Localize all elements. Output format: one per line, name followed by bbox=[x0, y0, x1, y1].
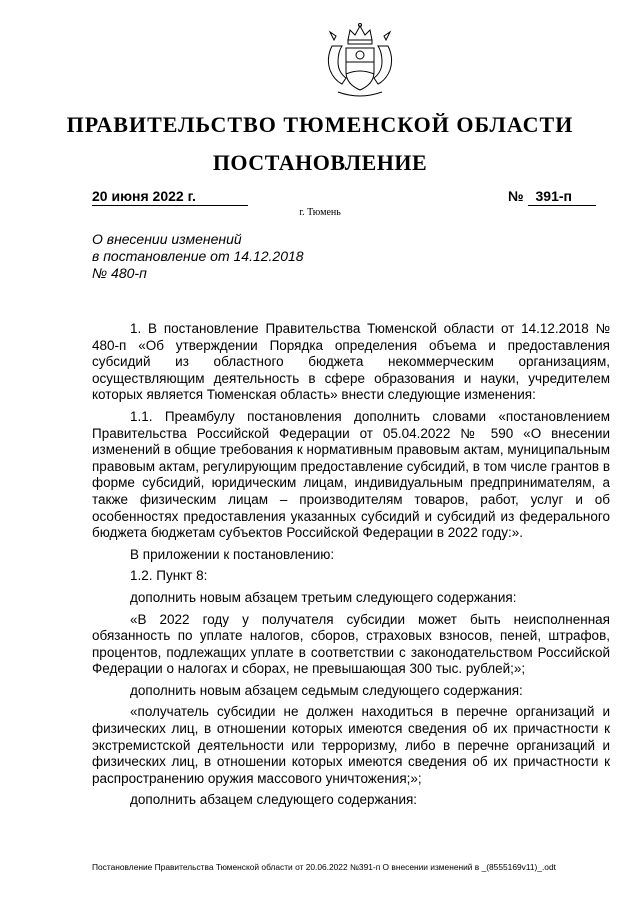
tyumen-coat-of-arms-icon bbox=[312, 22, 408, 102]
subject-line: № 480-п bbox=[92, 265, 147, 281]
page-footer: Постановление Правительства Тюменской области от 20.06.2022 №391-п О внесении изменений в _(8555169v11)_.odt bbox=[92, 862, 556, 872]
document-number bbox=[508, 188, 604, 206]
government-title: ПРАВИТЕЛЬСТВО ТЮМЕНСКОЙ ОБЛАСТИ bbox=[66, 112, 574, 137]
document-type-title: ПОСТАНОВЛЕНИЕ bbox=[212, 150, 428, 175]
body-paragraph: дополнить абзацем следующего содержания: bbox=[130, 792, 418, 808]
body-paragraph: В приложении к постановлению: bbox=[130, 546, 335, 562]
body-paragraph: 1.2. Пункт 8: bbox=[130, 568, 208, 584]
document-date: 20 июня 2022 г. bbox=[92, 188, 248, 206]
subject-line: в постановление от 14.12.2018 bbox=[92, 248, 304, 264]
document-subject bbox=[92, 231, 392, 282]
document-body bbox=[92, 321, 610, 814]
body-paragraph: дополнить новым абзацем третьим следующего содержания: bbox=[130, 589, 517, 605]
number-value: 391-п bbox=[528, 188, 596, 206]
city-name: г. Тюмень bbox=[299, 207, 341, 218]
body-paragraph: дополнить новым абзацем седьмым следующего содержания: bbox=[130, 682, 523, 698]
body-paragraph: 1. В постановление Правительства Тюменской области от 14.12.2018 № 480-п «Об утверждении Порядка определения объема и предоставления субсидий из областного бюджета некоммерческим организациям, осуществляющим деятельность в сфере образования и науки, учредителем которых является Тюменская область» внести следующие изменения: bbox=[92, 321, 610, 403]
body-paragraph: «получатель субсидии не должен находиться в перечне организаций и физических лиц, в отношении которых имеются сведения об их причастности к экстремистской деятельности или терроризму, либо в перечне организаций и физических лиц, в отношении которых имеются сведения об их причастности к распространению оружия массового уничтожения;»; bbox=[92, 704, 610, 786]
body-paragraph: «В 2022 году у получателя субсидии может быть неисполненная обязанность по уплате налогов, сборов, страховых взносов, пеней, штрафов, процентов, подлежащих уплате в соответствии с законодательством Российской Федерации о налогах и сборах, не превышающая 300 тыс. рублей;»; bbox=[92, 611, 610, 677]
subject-line: О внесении изменений bbox=[92, 231, 242, 247]
body-paragraph: 1.1. Преамбулу постановления дополнить словами «постановлением Правительства Российской Федерации от 05.04.2022 № 590 «О внесении изменений в общие требования к нормативным правовым актам, муниципальным правовым актам, регулирующим предоставление субсидий, в том числе грантов в форме субсидий, юридическим лицам, индивидуальным предпринимателям, а также физическим лицам – производителям товаров, работ, услуг и об особенностях предоставления указанных субсидий и субсидий из федерального бюджета бюджетам субъектов Российской Федерации в 2022 году:». bbox=[92, 408, 610, 541]
number-label: № bbox=[508, 188, 524, 204]
